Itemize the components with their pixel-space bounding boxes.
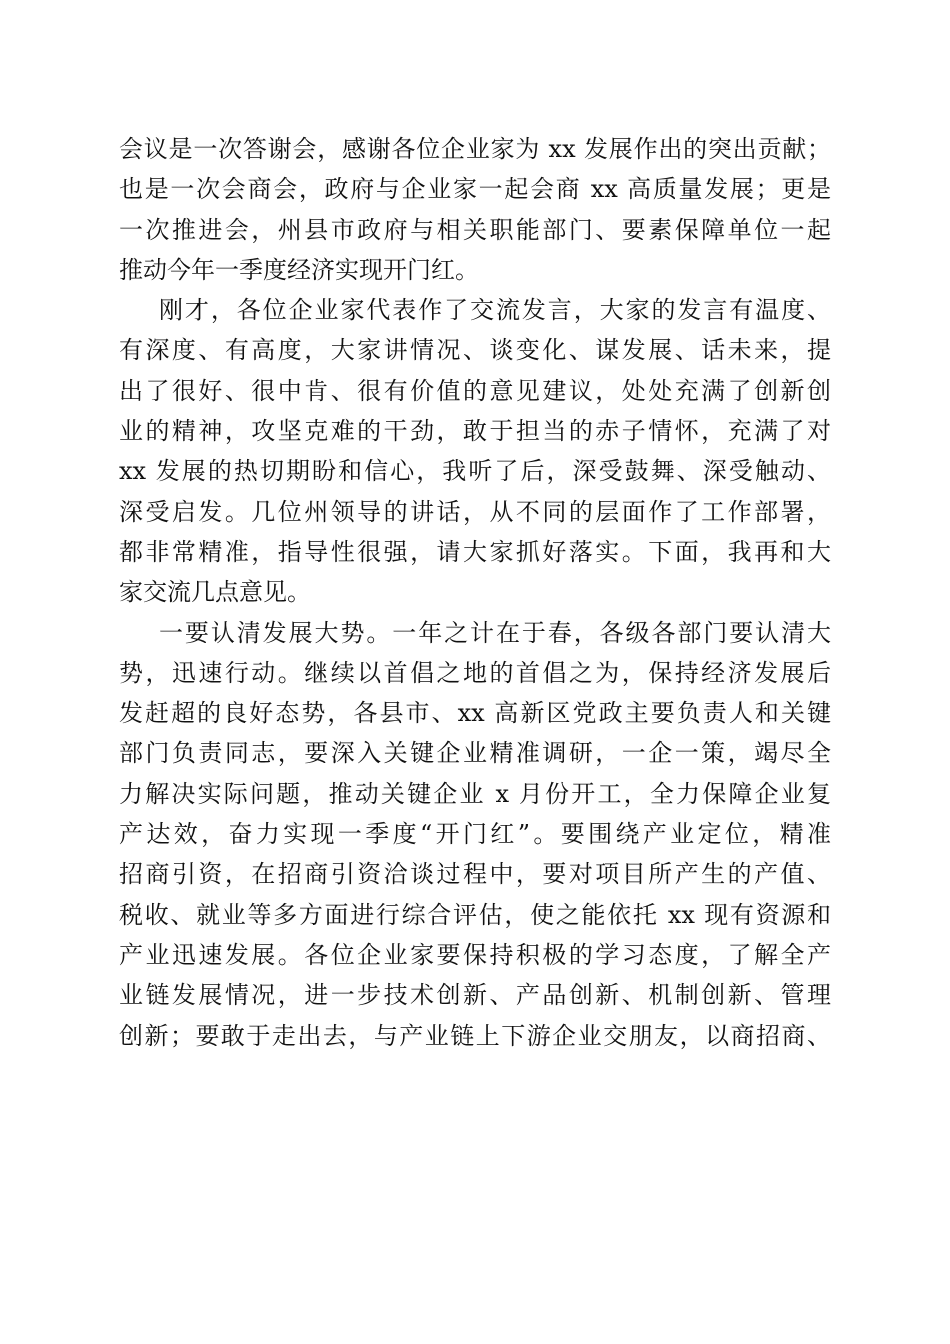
text-line: 推动今年一季度经济实现开门红。 <box>119 255 479 284</box>
text-line: 一要认清发展大势。一年之计在于春，各级各部门要认清大 <box>159 618 831 647</box>
text-line: 发赶超的良好态势，各县市、xx 高新区党政主要负责人和关键 <box>119 699 831 728</box>
text-line: 有深度、有高度，大家讲情况、谈变化、谋发展、话未来，提 <box>119 336 831 365</box>
text-line: xx 发展的热切期盼和信心，我听了后，深受鼓舞、深受触动、 <box>119 457 831 486</box>
text-line: 产业迅速发展。各位企业家要保持积极的学习态度，了解全产 <box>119 940 831 969</box>
text-line: 业的精神，攻坚克难的干劲，敢于担当的赤子情怀，充满了对 <box>119 417 831 446</box>
text-line: 刚才，各位企业家代表作了交流发言，大家的发言有温度、 <box>159 296 831 325</box>
text-line: 创新；要敢于走出去，与产业链上下游企业交朋友，以商招商、 <box>119 1021 831 1050</box>
text-line: 业链发展情况，进一步技术创新、产品创新、机制创新、管理 <box>119 981 831 1010</box>
text-line: 也是一次会商会，政府与企业家一起会商 xx 高质量发展；更是 <box>119 175 831 204</box>
text-line: 出了很好、很中肯、很有价值的意见建议，处处充满了创新创 <box>119 376 831 405</box>
text-line: 招商引资，在招商引资洽谈过程中，要对项目所产生的产值、 <box>119 860 831 889</box>
text-line: 部门负责同志，要深入关键企业精准调研，一企一策，竭尽全 <box>119 739 831 768</box>
body-text <box>119 129 831 1056</box>
text-line: 产达效，奋力实现一季度“开门红”。要围绕产业定位，精准 <box>119 820 831 849</box>
text-line: 势，迅速行动。继续以首倡之地的首倡之为，保持经济发展后 <box>119 658 831 687</box>
text-line: 会议是一次答谢会，感谢各位企业家为 xx 发展作出的突出贡献； <box>119 135 831 163</box>
text-line: 深受启发。几位州领导的讲话，从不同的层面作了工作部署， <box>119 497 831 526</box>
text-line: 都非常精准，指导性很强，请大家抓好落实。下面，我再和大 <box>119 537 831 566</box>
text-line: 一次推进会，州县市政府与相关职能部门、要素保障单位一起 <box>119 215 831 244</box>
text-line: 税收、就业等多方面进行综合评估，使之能依托 xx 现有资源和 <box>119 900 831 929</box>
text-line: 力解决实际问题，推动关键企业 x 月份开工，全力保障企业复 <box>119 779 831 808</box>
text-line: 家交流几点意见。 <box>119 578 311 607</box>
